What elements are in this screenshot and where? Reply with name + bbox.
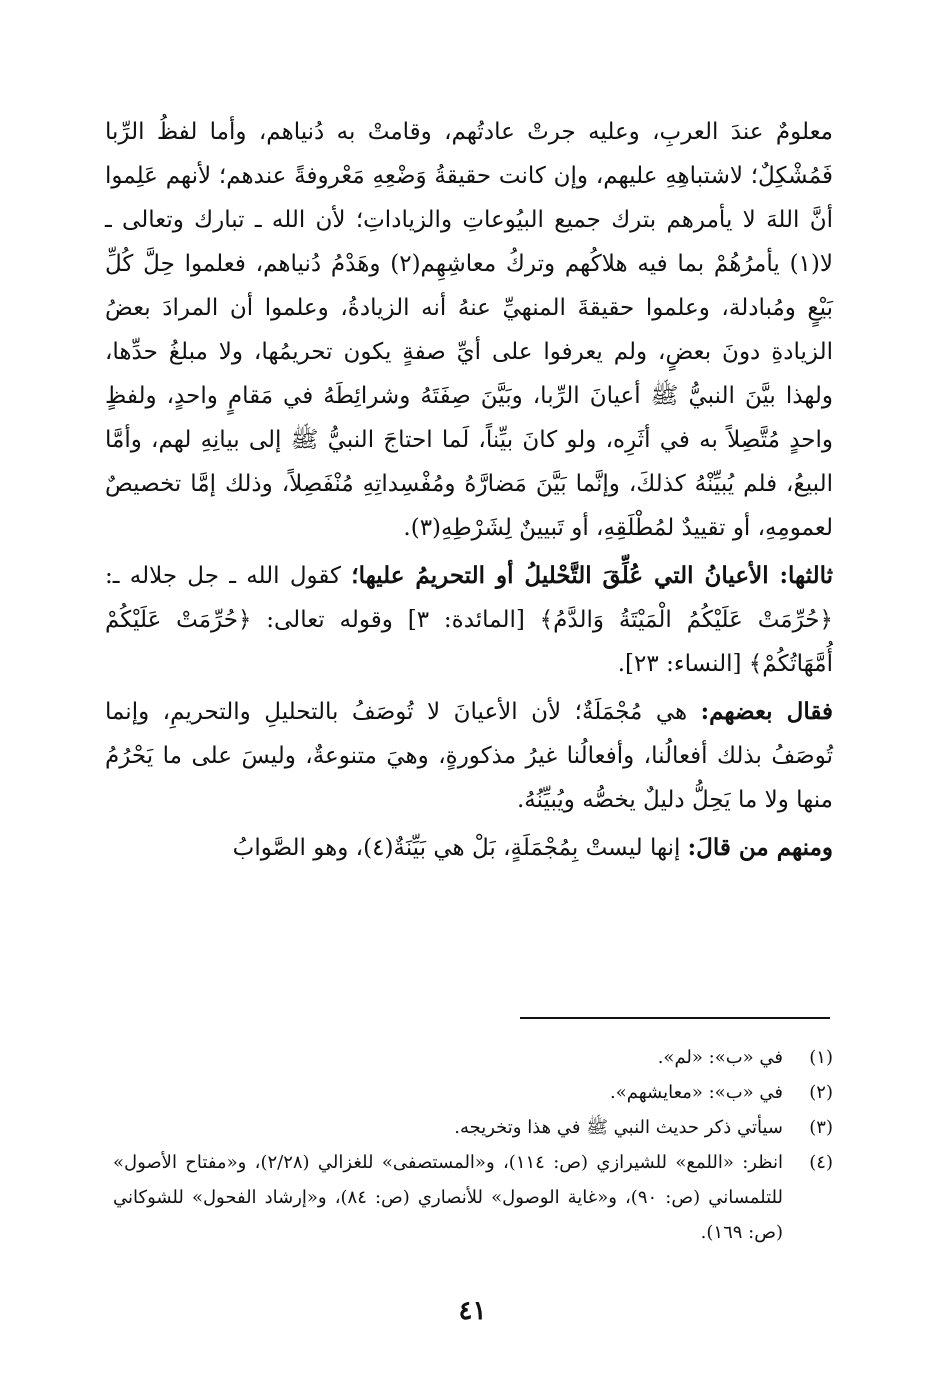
paragraph-3-lead: فقال بعضهم: — [700, 698, 833, 725]
footnote-item — [113, 1040, 833, 1075]
footnote-item — [113, 1110, 833, 1145]
footnote-text: في «ب»: «معايشهم». — [610, 1082, 783, 1103]
paragraph-4 — [105, 826, 833, 870]
footnotes — [113, 1040, 833, 1250]
paragraph-4-text: إنها ليستْ بِمُجْمَلَةٍ، بَلْ هي بَيِّنَةٌ(٤)، وهو الصَّوابُ — [232, 835, 688, 861]
footnote-text: سيأتي ذكر حديث النبي ﷺ في هذا وتخريجه. — [454, 1117, 783, 1138]
paragraph-1 — [105, 110, 833, 550]
paragraph-3 — [105, 690, 833, 822]
footnote-number: (٢) — [809, 1082, 833, 1103]
main-text-body — [105, 110, 833, 870]
footnote-number: (٣) — [809, 1117, 833, 1138]
footnote-number: (٤) — [809, 1152, 833, 1173]
footnote-text: في «ب»: «لم». — [657, 1047, 783, 1068]
paragraph-4-lead: ومنهم من قالَ: — [687, 834, 833, 861]
page-number: ٤١ — [458, 1296, 487, 1326]
paragraph-3-text: هي مُجْمَلَةٌ؛ لأن الأعيانَ لا تُوصَفُ بالتحليلِ والتحريمِ، وإنما تُوصَفُ بذلك أفعالُنا، وأفعالُنا غيرُ مذكورةٍ، وهيَ متنوعةٌ، وليسَ على ما يَحْرُمُ منها ولا ما يَحِلُّ دليلٌ يخصُّه ويُبيِّنُهُ. — [105, 699, 833, 813]
paragraph-2 — [105, 554, 833, 686]
paragraph-2-lead: ثالثها: الأعيانُ التي عُلِّقَ التَّحْليلُ أو التحريمُ عليها؛ — [351, 562, 833, 589]
footnote-separator — [520, 1017, 830, 1019]
paragraph-1-text: معلومٌ عندَ العربِ، وعليه جرتْ عادتُهم، وقامتْ به دُنياهم، وأما لفظُ الرِّبا فَمُشْكِلٌ؛ لاشتباهِهِ عليهم، وإن كانت حقيقةُ وَضْعِهِ مَعْروفةً عندهم؛ لأنهم عَلِموا أنَّ اللهَ لا يأمرهم بترك جميع البيُوعاتِ والزياداتِ؛ لأن الله ـ تبارك وتعالى ـ لا(١) يأمرُهُمْ بما فيه هلاكُهم وتركُ معاشِهِم(٢) وهَدْمُ دُنياهم، فعلموا حِلَّ كُلِّ بَيْعٍ ومُبادلة، وعلموا حقيقةَ المنهيِّ عنهُ أنه الزيادةُ، وعلموا أن المرادَ بعضُ الزيادةِ دونَ بعضٍ، ولم يعرفوا على أيِّ صفةٍ يكون تحريمُها، ولا مبلغُ حدِّها، ولهذا بيَّنَ النبيُّ ﷺ أعيانَ الرِّبا، وبَيَّنَ صِفَتَهُ وشرائِطَهُ في مَقامٍ واحدٍ، ولفظٍ واحدٍ مُتَّصِلاً به في أثَرِه، ولو كانَ بيِّناً، لَما احتاجَ النبيُّ ﷺ إلى بيانِهِ لهم، وأمَّا البيعُ، فلم يُبيِّنْهُ كذلكَ، وإنَّما بَيَّنَ مَضارَّهُ ومُفْسِداتِهِ مُنْفَصِلاً، وذلك إمَّا تخصيصٌ لعمومِهِ، أو تقييدٌ لمُطْلَقِهِ، أو تَبيينٌ لِشَرْطِهِ(٣). — [105, 119, 833, 541]
footnote-item — [113, 1145, 833, 1250]
footnote-number: (١) — [809, 1047, 833, 1068]
paragraph-2-text: كقول الله ـ جل جلاله ـ: ﴿حُرِّمَتْ عَلَيْكُمُ الْمَيْتَةُ وَالدَّمُ﴾ [المائدة: ٣] وقوله تعالى: ﴿حُرِّمَتْ عَلَيْكُمْ أُمَّهَاتُكُمْ﴾ [النساء: ٢٣]. — [105, 563, 833, 677]
footnote-item — [113, 1075, 833, 1110]
footnote-text: انظر: «اللمع» للشيرازي (ص: ١١٤)، و«المستصفى» للغزالي (٢/٢٨)، و«مفتاح الأصول» للتلمساني (ص: ٩٠)، و«غاية الوصول» للأنصاري (ص: ٨٤)، و«إرشاد الفحول» للشوكاني (ص: ١٦٩). — [113, 1152, 784, 1243]
